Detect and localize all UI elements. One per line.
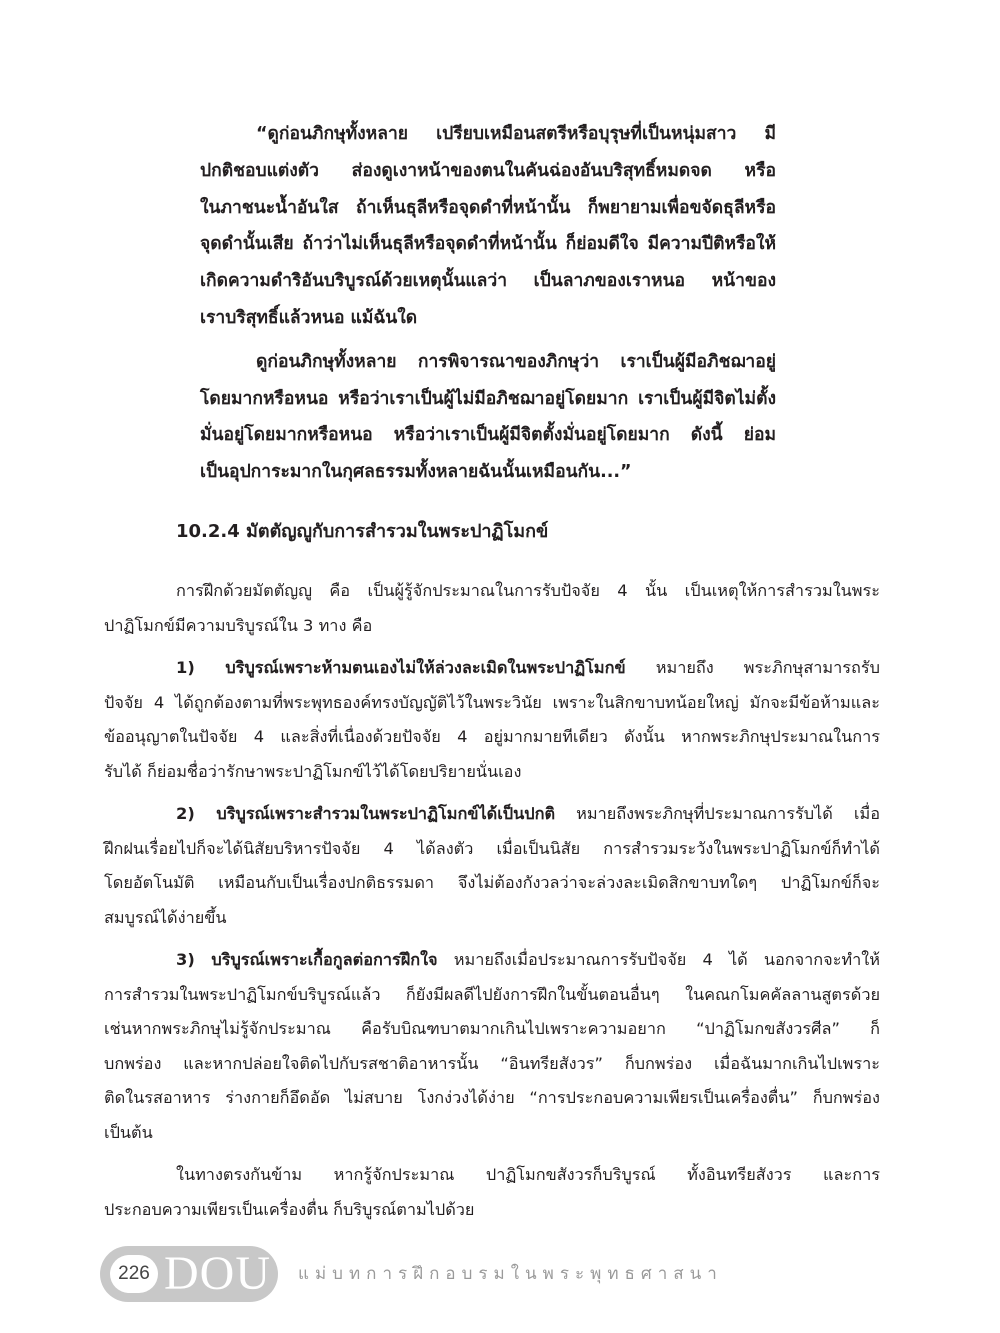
text-line: ติดในรสอาหาร ร่างกายก็อึดอัด ไม่สบาย โงกง่วงได้ง่าย “การประกอบความเพียรเป็นเครื่องตื่น” ก็บกพร่อง	[104, 1088, 880, 1107]
page-number: 226	[110, 1255, 158, 1293]
text-line: โดยอัตโนมัติ เหมือนกับเป็นเรื่องปกติธรรมดา จึงไม่ต้องกังวลว่าจะล่วงละเมิดสิกขาบทใดๆ ปาฏิโมกข์ก็จะ	[104, 873, 880, 892]
text-line: ปาฏิโมกข์มีความบริบูรณ์ใน 3 ทาง คือ	[104, 615, 373, 635]
item-2-paragraph	[104, 797, 880, 935]
text-line: ประกอบความเพียรเป็นเครื่องตื่น ก็บริบูรณ์ตามไปด้วย	[104, 1199, 475, 1219]
text-line: บกพร่อง และหากปล่อยใจติดไปกับรสชาติอาหารนั้น “อินทรียสังวร” ก็บกพร่อง เมื่อฉันมากเกินไปเพราะ	[104, 1053, 880, 1073]
text-line: ในทางตรงกันข้าม หากรู้จักประมาณ ปาฏิโมกขสังวรก็บริบูรณ์ ทั้งอินทรียสังวร และการ	[176, 1165, 880, 1184]
item-1-text: หมายถึง พระภิกษุสามารถรับ	[625, 658, 880, 677]
text-line: ข้ออนุญาตในปัจจัย 4 และสิ่งที่เนื่องด้วยปัจจัย 4 อยู่มากมายทีเดียว ดังนั้น หากพระภิกษุประมาณในการ	[104, 727, 880, 746]
text-line: ฝึกฝนเรื่อยไปก็จะได้นิสัยบริหารปัจจัย 4 ได้ลงตัว เมื่อเป็นนิสัย การสำรวมระวังในพระปาฏิโมกข์ก็ทำได้	[104, 838, 880, 858]
quote-line: มั่นอยู่โดยมากหรือหนอ หรือว่าเราเป็นผู้มีจิตตั้งมั่นอยู่โดยมาก ดังนี้ ย่อม	[200, 425, 776, 446]
quote-line: โดยมากหรือหนอ หรือว่าเราเป็นผู้ไม่มีอภิชฌาอยู่โดยมาก เราเป็นผู้มีจิตไม่ตั้ง	[200, 388, 776, 409]
item-3-title: 3) บริบูรณ์เพราะเกื้อกูลต่อการฝึกใจ	[176, 950, 438, 969]
item-2-title: 2) บริบูรณ์เพราะสำรวมในพระปาฏิโมกข์ได้เป็นปกติ	[176, 804, 556, 823]
quote-line: ดูก่อนภิกษุทั้งหลาย การพิจารณาของภิกษุว่า เราเป็นผู้มีอภิชฌาอยู่	[256, 351, 776, 372]
text-line: ปัจจัย 4 ได้ถูกต้องตามที่พระพุทธองค์ทรงบัญญัติไว้ในพระวินัย เพราะในสิกขาบทน้อยใหญ่ มักจะมีข้อห้ามและ	[104, 692, 880, 712]
book-title: แม่บทการฝึกอบรมในพระพุทธศาสนา	[298, 1264, 723, 1284]
text-line: รับได้ ก็ย่อมชื่อว่ารักษาพระปาฏิโมกข์ไว้ได้โดยปริยายนั่นเอง	[104, 761, 522, 781]
quote-line: เป็นอุปการะมากในกุศลธรรมทั้งหลายฉันนั้นเหมือนกัน...”	[200, 462, 632, 483]
text-line: การสำรวมในพระปาฏิโมกข์บริบูรณ์แล้ว ก็ยังมีผลดีไปยังการฝึกในขั้นตอนอื่นๆ ในคณกโมคคัลลานสูตรด้วย	[104, 984, 880, 1004]
text-line: เช่นหากพระภิกษุไม่รู้จักประมาณ คือรับบิณฑบาตมากเกินไปเพราะความอยาก “ปาฏิโมกขสังวรศีล” ก็	[104, 1019, 880, 1038]
quote-line: เราบริสุทธิ์แล้วหนอ แม้ฉันใด	[200, 307, 418, 328]
item-3-paragraph	[104, 943, 880, 1150]
quote-line: ในภาชนะน้ำอันใส ถ้าเห็นธุลีหรือจุดดำที่หน้านั้น ก็พยายามเพื่อขจัดธุลีหรือ	[200, 197, 776, 218]
footer-badge	[100, 1246, 278, 1302]
section-heading: 10.2.4 มัตตัญญูกับการสำรวมในพระปาฏิโมกข์	[176, 521, 549, 542]
text-line: สมบูรณ์ได้ง่ายขึ้น	[104, 907, 227, 927]
page-footer	[100, 1246, 900, 1302]
closing-paragraph	[104, 1158, 880, 1227]
scripture-quote	[200, 116, 776, 491]
item-2-text: หมายถึงพระภิกษุที่ประมาณการรับได้ เมื่อ	[555, 804, 881, 823]
quote-line: “ดูก่อนภิกษุทั้งหลาย เปรียบเหมือนสตรีหรือบุรุษที่เป็นหนุ่มสาว มี	[256, 124, 776, 144]
intro-paragraph	[104, 574, 880, 643]
text-line: เป็นต้น	[104, 1122, 153, 1142]
text-line	[104, 797, 880, 832]
quote-line: เกิดความดำริอันบริบูรณ์ด้วยเหตุนั้นแลว่า เป็นลาภของเราหนอ หน้าของ	[200, 271, 776, 292]
quote-line: จุดดำนั้นเสีย ถ้าว่าไม่เห็นธุลีหรือจุดดำที่หน้านั้น ก็ย่อมดีใจ มีความปีติหรือให้	[200, 234, 776, 255]
item-1-title: 1) บริบูรณ์เพราะห้ามตนเองไม่ให้ล่วงละเมิดในพระปาฏิโมกข์	[176, 658, 626, 677]
section-body	[104, 574, 880, 1235]
text-line	[104, 651, 880, 686]
text-line: การฝึกด้วยมัตตัญญู คือ เป็นผู้รู้จักประมาณในการรับปัจจัย 4 นั้น เป็นเหตุให้การสำรวมในพระ	[176, 581, 880, 600]
item-1-paragraph	[104, 651, 880, 789]
item-3-text: หมายถึงเมื่อประมาณการรับปัจจัย 4 ได้ นอกจากจะทำให้	[437, 950, 880, 969]
quote-line: ปกติชอบแต่งตัว ส่องดูเงาหน้าของตนในคันฉ่องอันบริสุทธิ์หมดจด หรือ	[200, 160, 776, 181]
text-line	[104, 943, 880, 978]
dou-logo: DOU	[164, 1247, 271, 1300]
